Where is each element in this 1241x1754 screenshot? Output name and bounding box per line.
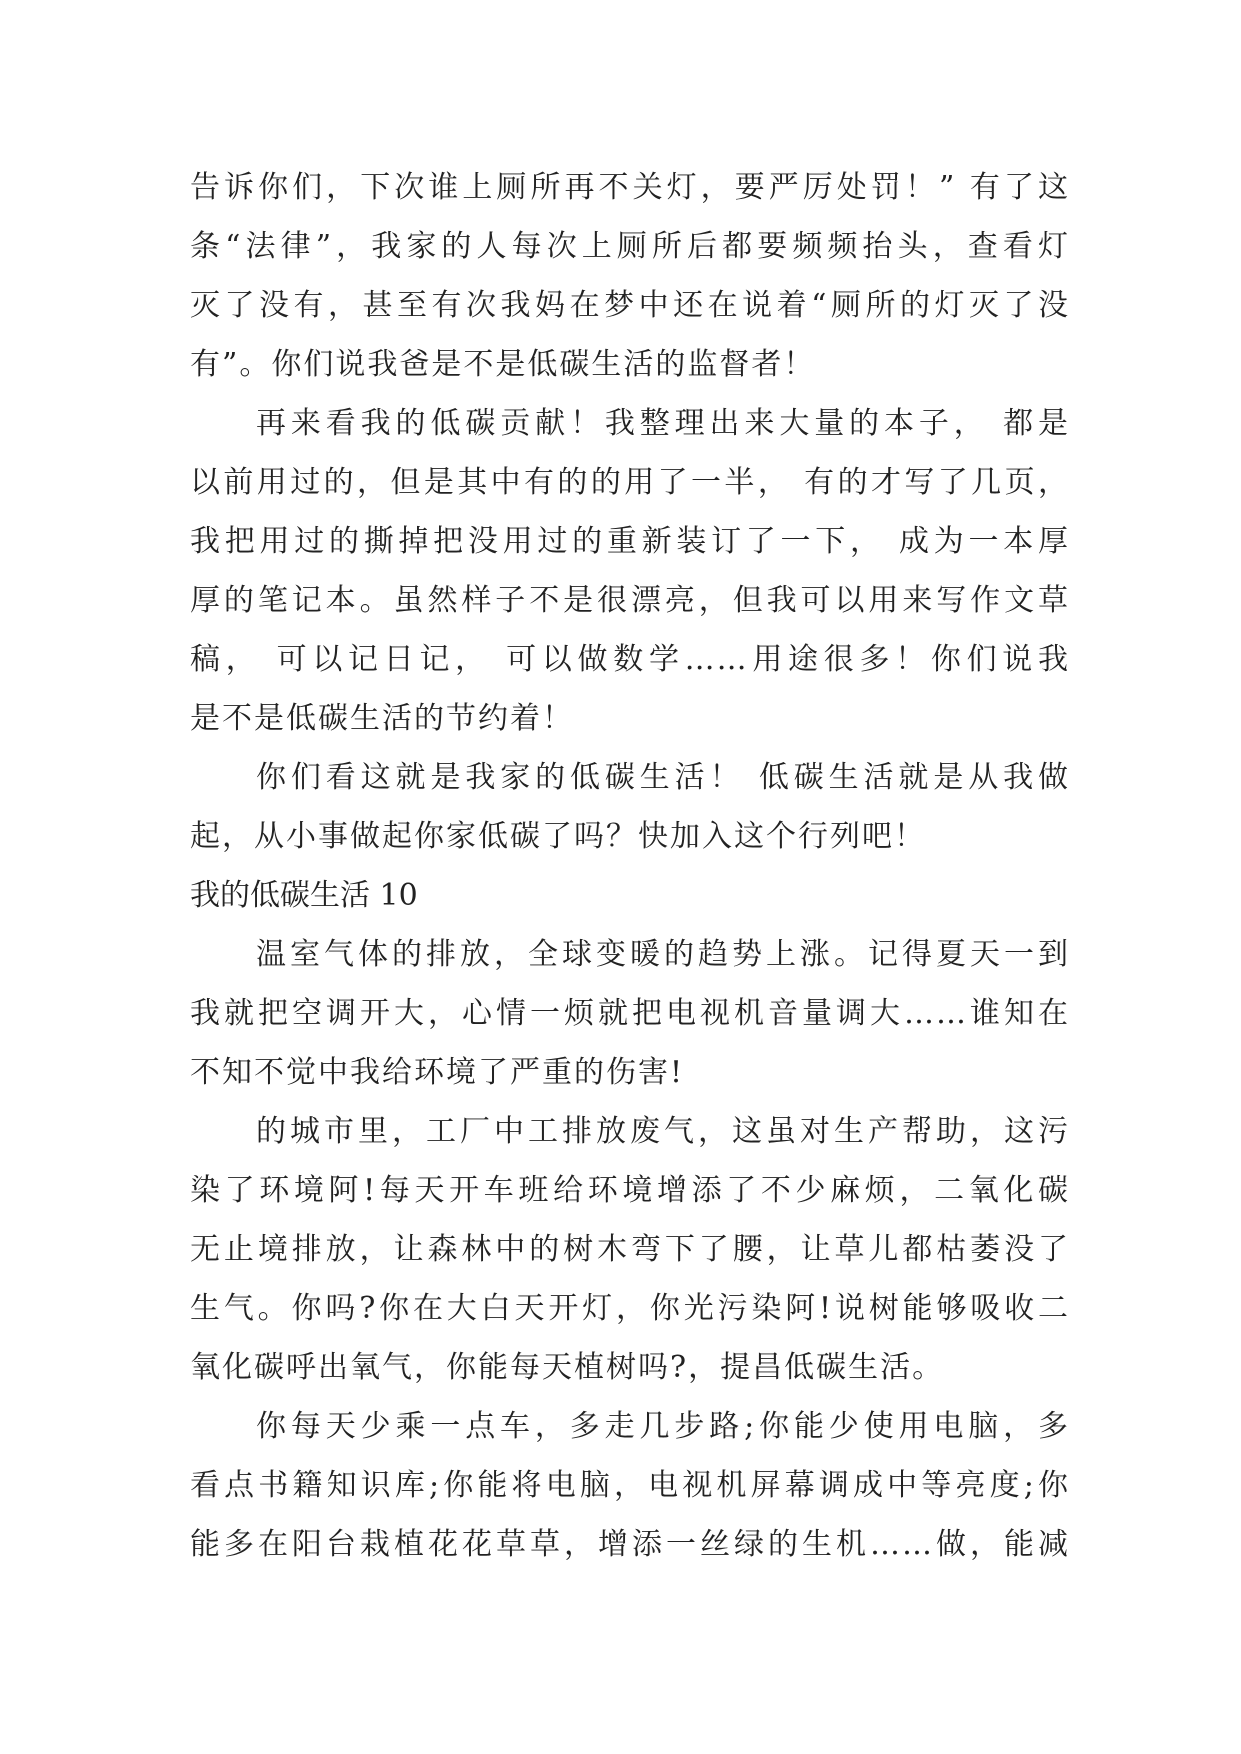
paragraph-first-line: 再来看我的低碳贡献！我整理出来大量的本子， 都是 bbox=[256, 406, 1070, 441]
text-line: 以前用过的，但是其中有的的用了一半， 有的才写了几页， bbox=[190, 465, 1070, 500]
section-heading: 我的低碳生活 10 bbox=[190, 878, 418, 913]
text-line: 氧化碳呼出氧气，你能每天植树吗?，提昌低碳生活。 bbox=[190, 1350, 945, 1385]
text-line: 染了环境阿!每天开车班给环境增添了不少麻烦，二氧化碳 bbox=[190, 1173, 1070, 1208]
paragraph-first-line: 你每天少乘一点车，多走几步路;你能少使用电脑，多 bbox=[256, 1409, 1070, 1444]
text-line: 告诉你们，下次谁上厕所再不关灯，要严厉处罚！” 有了这 bbox=[190, 170, 1070, 205]
text-line: 厚的笔记本。虽然样子不是很漂亮，但我可以用来写作文草 bbox=[190, 583, 1070, 618]
text-line: 稿， 可以记日记， 可以做数学……用途很多！你们说我 bbox=[190, 642, 1070, 677]
text-line: 我把用过的撕掉把没用过的重新装订了一下， 成为一本厚 bbox=[190, 524, 1070, 559]
text-line: 生气。你吗?你在大白天开灯，你光污染阿!说树能够吸收二 bbox=[190, 1291, 1070, 1326]
paragraph-first-line: 温室气体的排放，全球变暖的趋势上涨。记得夏天一到 bbox=[256, 937, 1070, 972]
text-line: 看点书籍知识库;你能将电脑，电视机屏幕调成中等亮度;你 bbox=[190, 1468, 1070, 1503]
text-line: 无止境排放，让森林中的树木弯下了腰，让草儿都枯萎没了 bbox=[190, 1232, 1070, 1267]
text-line: 灭了没有，甚至有次我妈在梦中还在说着“厕所的灯灭了没 bbox=[190, 288, 1070, 323]
paragraph-first-line: 你们看这就是我家的低碳生活！ 低碳生活就是从我做 bbox=[256, 760, 1070, 795]
text-line: 起，从小事做起你家低碳了吗？快加入这个行列吧！ bbox=[190, 819, 926, 854]
text-line: 条“法律”，我家的人每次上厕所后都要频频抬头，查看灯 bbox=[190, 229, 1070, 264]
paragraph-first-line: 的城市里，工厂中工排放废气，这虽对生产帮助，这污 bbox=[256, 1114, 1070, 1149]
text-line: 不知不觉中我给环境了严重的伤害! bbox=[190, 1055, 685, 1090]
text-line: 我就把空调开大，心情一烦就把电视机音量调大……谁知在 bbox=[190, 996, 1070, 1031]
text-line: 是不是低碳生活的节约着！ bbox=[190, 701, 574, 736]
text-line: 有”。你们说我爸是不是低碳生活的监督者！ bbox=[190, 347, 816, 382]
text-line: 能多在阳台栽植花花草草，增添一丝绿的生机……做，能减 bbox=[190, 1527, 1070, 1562]
